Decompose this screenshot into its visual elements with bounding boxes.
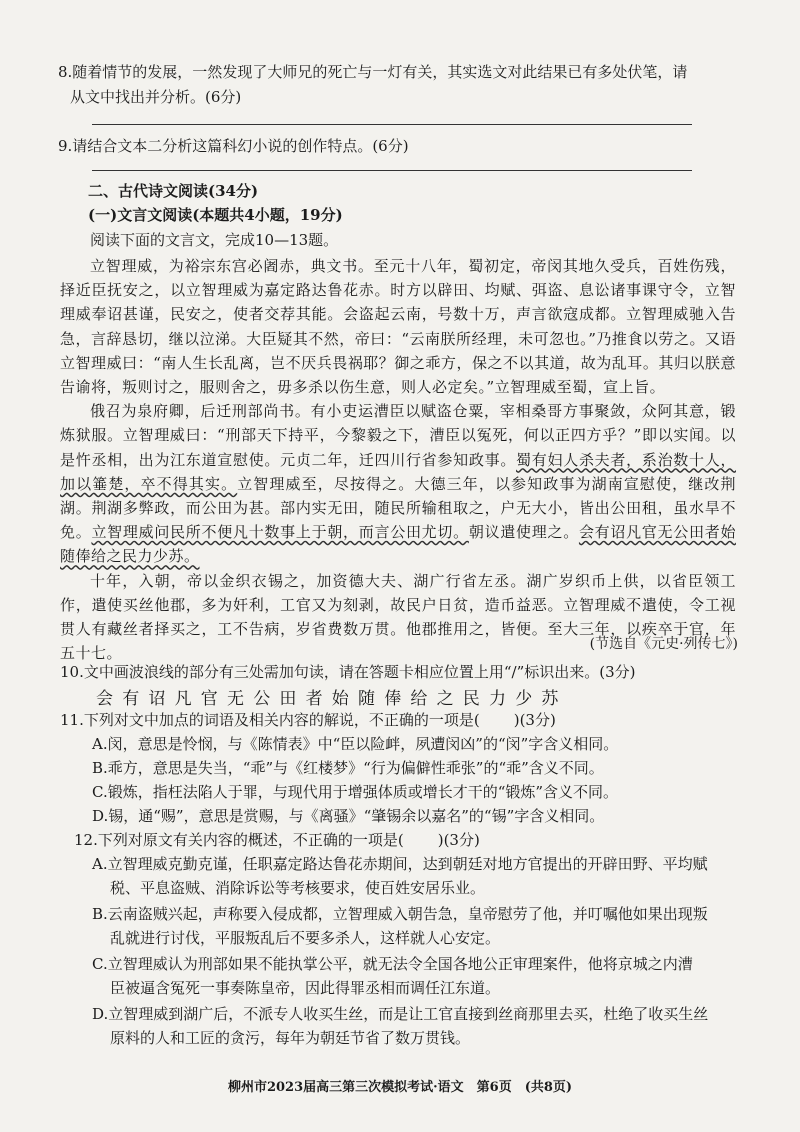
q12-option-a <box>92 852 732 900</box>
q11-option-c: C.锻炼，指枉法陷人于罪，与现代用于增强体质或增长才干的“锻炼”含义不同。 <box>92 783 619 801</box>
passage-paragraph-3: 十年，入朝，帝以金织衣锡之，加资德大夫、湖广行省左丞。湖广岁织币上供，以省臣领工作，遣使买丝他郡，多为奸利，工官又为刻剥，故民户日贫，造币益恶。立智理威不遣使，令工视贯人有藏丝者择买之，工不告病，岁省费数万贯。他郡推用之，皆便。至大三年，以疾卒于官，年五十七。 <box>60 571 736 663</box>
question-11-stem: 11.下列对文中加点的词语及相关内容的解说，不正确的一项是( <box>60 711 480 729</box>
q12-option-b <box>92 902 732 950</box>
option-line: 原料的人和工匠的贪污，每年为朝廷节省了数万贯钱。 <box>110 1029 471 1047</box>
wavy-underline-2: 立智理威问民所不便凡十数事上于朝，而言公田尤切。 <box>91 523 469 542</box>
classical-passage <box>60 254 736 665</box>
q11-option-d: D.锡，通“赐”，意思是赏赐，与《离骚》“肇锡余以嘉名”的“锡”字含义相同。 <box>92 807 605 825</box>
question-9-text: 9.请结合文本二分析这篇科幻小说的创作特点。(6分) <box>58 137 409 155</box>
reading-prompt: 阅读下面的文言文，完成10—13题。 <box>90 231 339 249</box>
page-footer: 柳州市2023届高三第三次模拟考试·语文 第6页 (共8页) <box>227 1080 573 1095</box>
passage-text: 立智理威至，尽按得之。大德三年，以参知政事为湖南宣慰使，继改荆湖。荆湖多弊政，而公田为甚。部内实无田，随民所输租取之，户无大小，皆出公田租，虽水旱不免。 <box>60 474 736 542</box>
option-line: C.立智理威认为刑部如果不能执掌公平，就无法令全国各地公正审理案件，他将京城之内漕 <box>92 955 693 973</box>
q12-option-d <box>92 1002 732 1050</box>
passage-text: 俄召为泉府卿，后迁刑部尚书。有小吏运漕臣以赋盗仓粟，宰相桑哥方事聚敛，众阿其意，锻炼狱服。立智理威曰：“刑部天下持平，今黎毅之下，漕臣以冤死，何以正四方乎？”即以实闻。以是忤丞相，出为江东道宣慰使。元贞二年，迁四川行省参知政事。 <box>60 402 736 469</box>
question-11-score: )(3分) <box>513 711 556 729</box>
answer-line <box>92 124 692 125</box>
option-line: 税、平息盗贼、消除诉讼等考核要求，使百姓安居乐业。 <box>110 879 486 897</box>
option-line: 臣被逼含冤死一事奏陈皇帝，因此得罪丞相而调任江东道。 <box>110 979 501 997</box>
option-line: D.立智理威到湖广后，不派专人收买生丝，而是让工官直接到丝商那里去买，杜绝了收买生丝 <box>92 1005 709 1023</box>
question-10: 10.文中画波浪线的部分有三处需加句读，请在答题卡相应位置上用“/”标识出来。(3分) <box>60 663 636 681</box>
question-8-line2: 从文中找出并分析。(6分) <box>70 88 242 106</box>
wavy-underline-1: 蜀有妇人杀夫者，系治数十人，加以箠楚，卒不得其实。 <box>60 450 736 493</box>
option-line: 乱就进行讨伐，平服叛乱后不要多杀人，这样就人心安定。 <box>110 929 501 947</box>
question-8-line1: 8.随着情节的发展，一然发现了大师兄的死亡与一灯有关，其实选文对此结果已有多处伏笔，请 <box>58 63 688 81</box>
passage-paragraph-1: 立智理威，为裕宗东宫必阇赤，典文书。至元十八年，蜀初定，帝闵其地久受兵，百姓伤残，择近臣抚安之，以立智理威为嘉定路达鲁花赤。时方以辟田、均赋、弭盗、息讼诸事课守令，立智理威奉诏甚谨，民安之，使者交荐其能。会盗起云南，号数十万，声言欲寇成都。立智理威驰入告急，言辞恳切，继以泣涕。大臣疑其不然，帝曰：“云南朕所经理，未可忽也。”乃推食以劳之。又语立智理威曰：“南人生长乱离，岂不厌兵畏祸耶？御之乖方，保之不以其道，故为乱耳。其归以朕意告谕将，叛则讨之，服则舍之，毋多杀以伤生意，则人必定矣。”立智理威至蜀，宣上旨。 <box>60 257 736 397</box>
question-11 <box>60 708 740 732</box>
subsection-title: (一)文言文阅读(本题共4小题，19分) <box>88 206 343 224</box>
question-12-score: )(3分) <box>437 831 480 849</box>
punctuation-characters: 会有诏凡官无公田者始随俸给之民力少苏 <box>96 689 568 709</box>
wavy-underline-3: 会有诏凡官无公田者始随俸给之民力少苏。 <box>60 523 736 566</box>
option-line: A.立智理威克勤克谨，任职嘉定路达鲁花赤期间，达到朝廷对地方官提出的开辟田野、平均赋 <box>92 855 708 873</box>
question-12-stem: 12.下列对原文有关内容的概述，不正确的一项是( <box>74 831 404 849</box>
answer-line <box>92 170 692 171</box>
passage-text: 朝议遣使理之。 <box>468 523 579 542</box>
question-9 <box>58 134 738 159</box>
q12-option-c <box>92 952 732 1000</box>
question-8 <box>58 60 738 110</box>
q11-option-a: A.闵，意思是怜悯，与《陈情表》中“臣以险衅，夙遭闵凶”的“闵”字含义相同。 <box>92 735 619 753</box>
section-title: 二、古代诗文阅读(34分) <box>88 182 259 200</box>
q11-option-b: B.乖方，意思是失当，“乖”与《红楼梦》“行为偏僻性乖张”的“乖”含义不同。 <box>92 759 604 777</box>
passage-paragraph-2 <box>60 399 736 568</box>
passage-source: (节选自《元史·列传七》) <box>589 636 738 652</box>
question-12 <box>74 828 754 852</box>
option-line: B.云南盗贼兴起，声称要入侵成都，立智理威入朝告急，皇帝慰劳了他，并叮嘱他如果出现叛 <box>92 905 708 923</box>
